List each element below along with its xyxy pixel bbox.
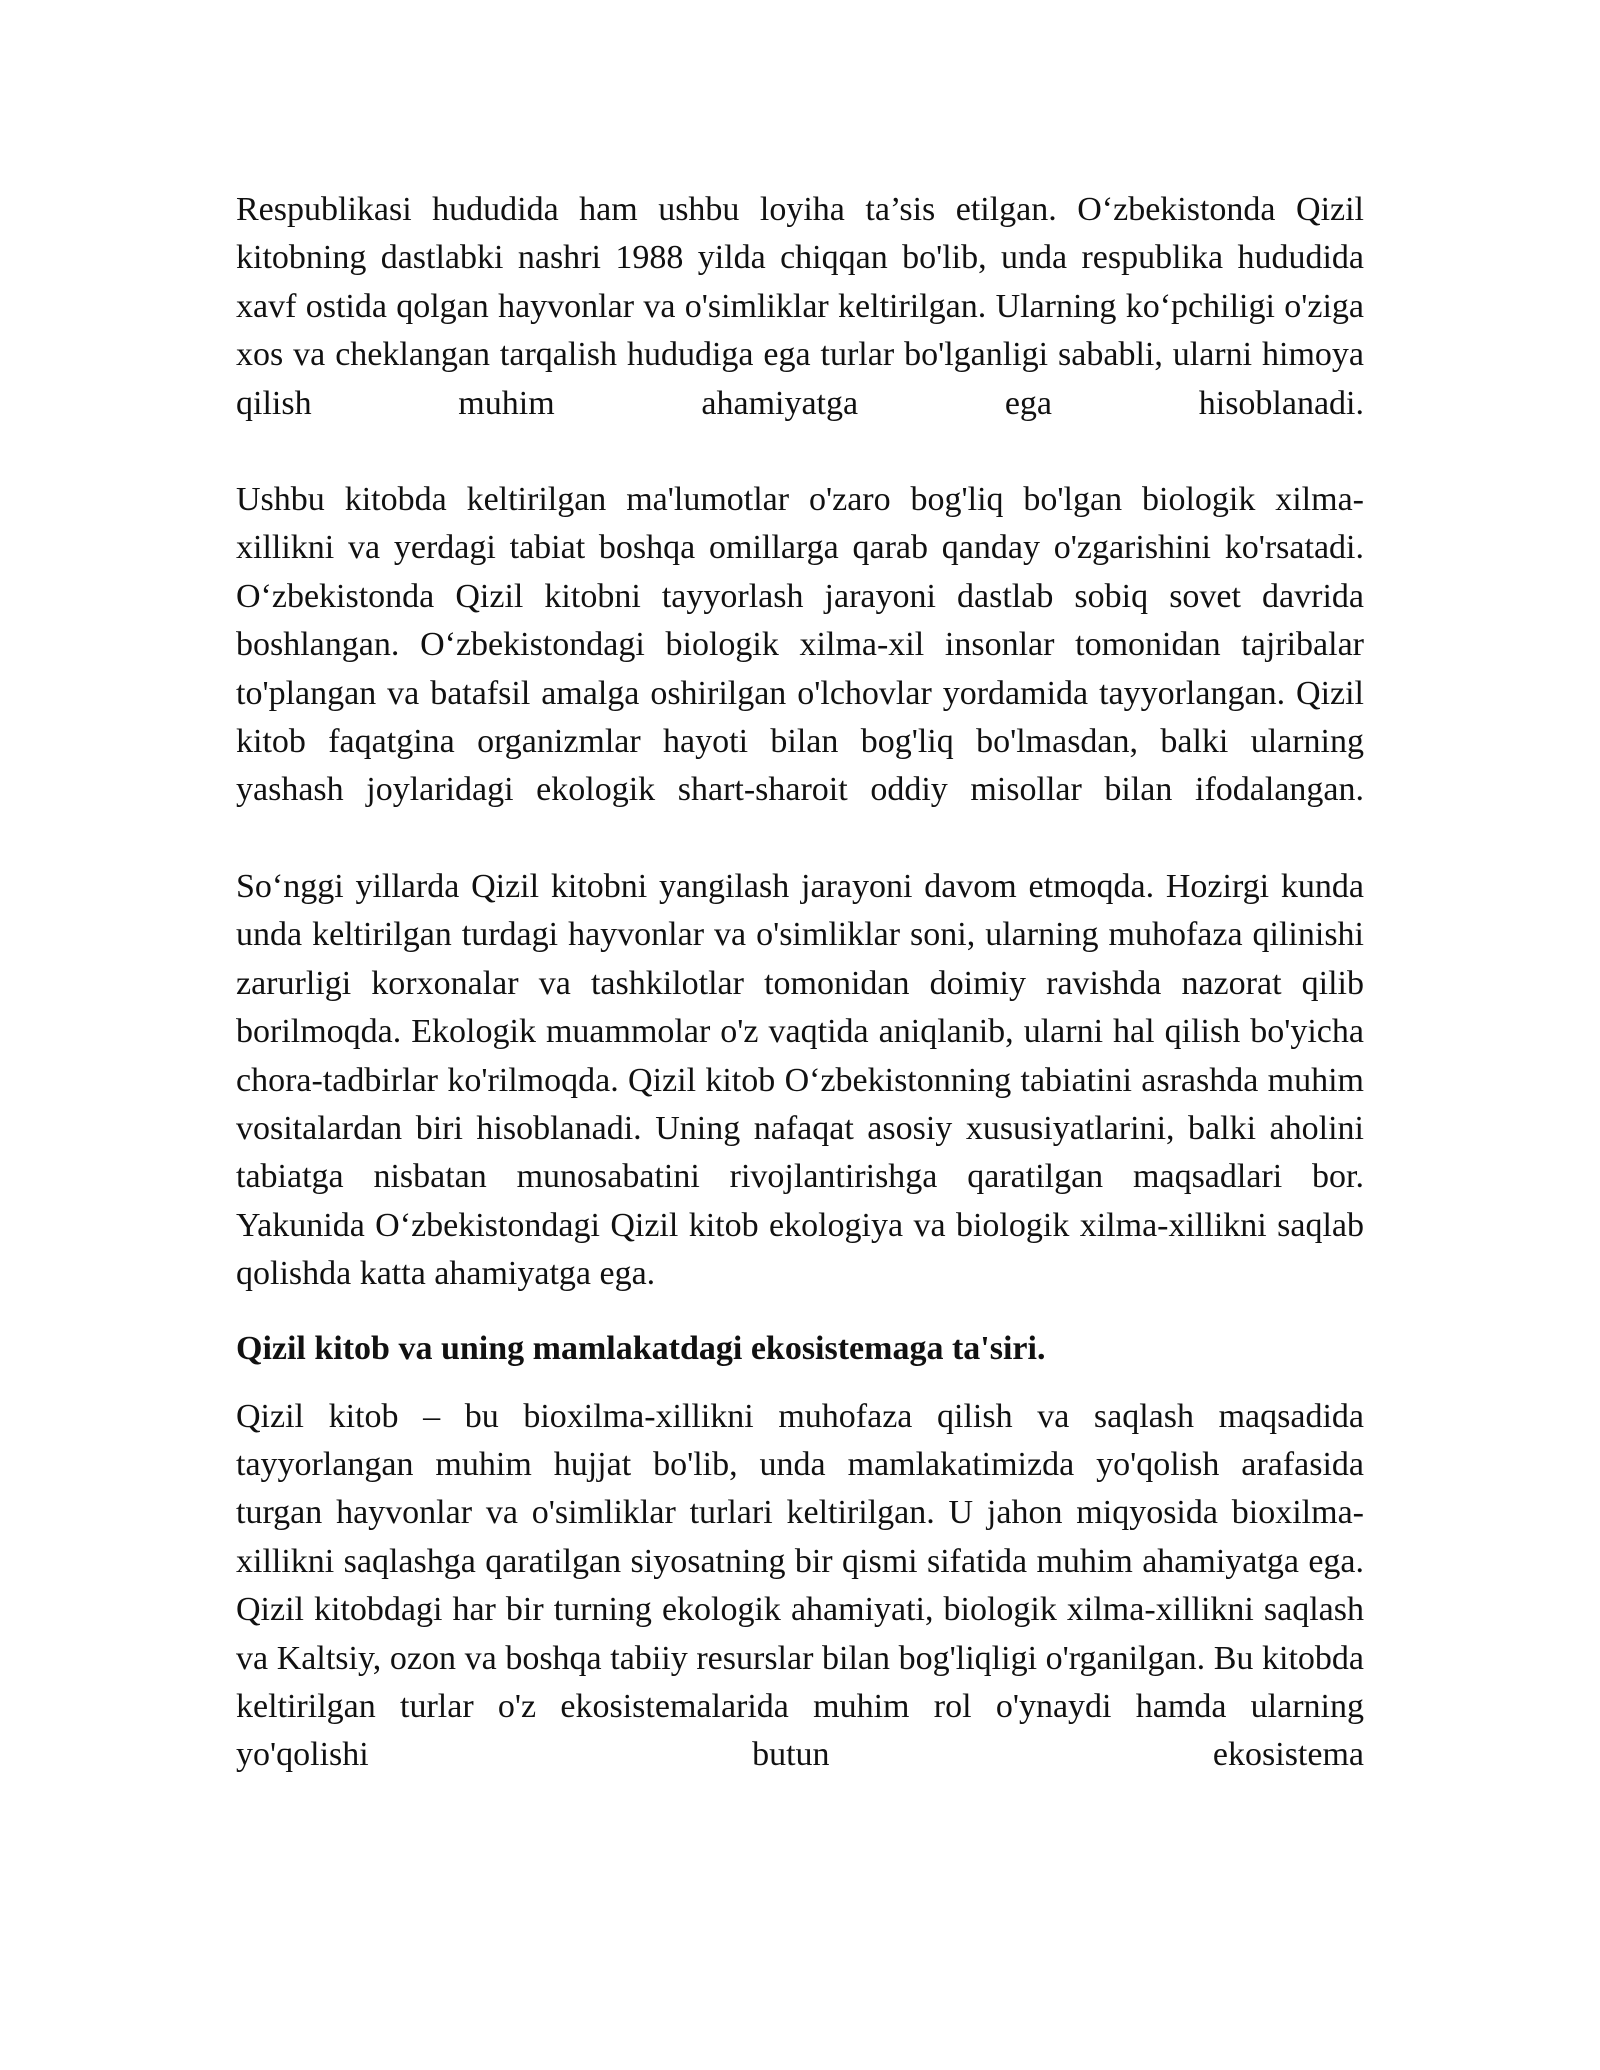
- paragraph-2: Ushbu kitobda keltirilgan ma'lumotlar o'zaro bog'liq bo'lgan biologik xilma-xillikni va yerdagi tabiat boshqa omillarga qarab qanday o'zgarishini ko'rsatadi. O‘zbekistonda Qizil kitobni tayyorlash jarayoni dastlab sobiq sovet davrida boshlangan. O‘zbekistondagi biologik xilma-xil insonlar tomonidan tajribalar to'plangan va batafsil amalga oshirilgan o'lchovlar yordamida tayyorlangan. Qizil kitob faqatgina organizmlar hayoti bilan bog'liq bo'lmasdan, balki ularning yashash joylaridagi ekologik shart-sharoit oddiy misollar bilan ifodalangan.: [236, 481, 1364, 809]
- document-body: [236, 186, 1364, 1780]
- paragraph-1: Respublikasi hududida ham ushbu loyiha ta’sis etilgan. O‘zbekistonda Qizil kitobning dastlabki nashri 1988 yilda chiqqan bo'lib, unda respublika hududida xavf ostida qolgan hayvonlar va o'simliklar keltirilgan. Ularning ko‘pchiligi o'ziga xos va cheklangan tarqalish hududiga ega turlar bo'lganligi sababli, ularni himoya qilish muhim ahamiyatga ega hisoblanadi.: [236, 191, 1364, 422]
- paragraph-3: So‘nggi yillarda Qizil kitobni yangilash jarayoni davom etmoqda. Hozirgi kunda unda keltirilgan turdagi hayvonlar va o'simliklar soni, ularning muhofaza qilinishi zarurligi korxonalar va tashkilotlar tomonidan doimiy ravishda nazorat qilib borilmoqda. Ekologik muammolar o'z vaqtida aniqlanib, ularni hal qilish bo'yicha chora-tadbirlar ko'rilmoqda. Qizil kitob O‘zbekistonning tabiatini asrashda muhim vositalardan biri hisoblanadi. Uning nafaqat asosiy xususiyatlarini, balki aholini tabiatga nisbatan munosabatini rivojlantirishga qaratilgan maqsadlari bor. Yakunida O‘zbekistondagi Qizil kitob ekologiya va biologik xilma-xillikni saqlab qolishda katta ahamiyatga ega.: [236, 867, 1364, 1293]
- section-heading: Qizil kitob va uning mamlakatdagi ekosistemaga ta'siri.: [236, 1329, 1046, 1367]
- paragraph-4: Qizil kitob – bu bioxilma-xillikni muhofaza qilish va saqlash maqsadida tayyorlangan muhim hujjat bo'lib, unda mamlakatimizda yo'qolish arafasida turgan hayvonlar va o'simliklar turlari keltirilgan. U jahon miqyosida bioxilma-xillikni saqlashga qaratilgan siyosatning bir qismi sifatida muhim ahamiyatga ega. Qizil kitobdagi har bir turning ekologik ahamiyati, biologik xilma-xillikni saqlash va Kaltsiy, ozon va boshqa tabiiy resurslar bilan bog'liqligi o'rganilgan. Bu kitobda keltirilgan turlar o'z ekosistemalarida muhim rol o'ynaydi hamda ularning yo'qolishi butun ekosistema: [236, 1397, 1364, 1774]
